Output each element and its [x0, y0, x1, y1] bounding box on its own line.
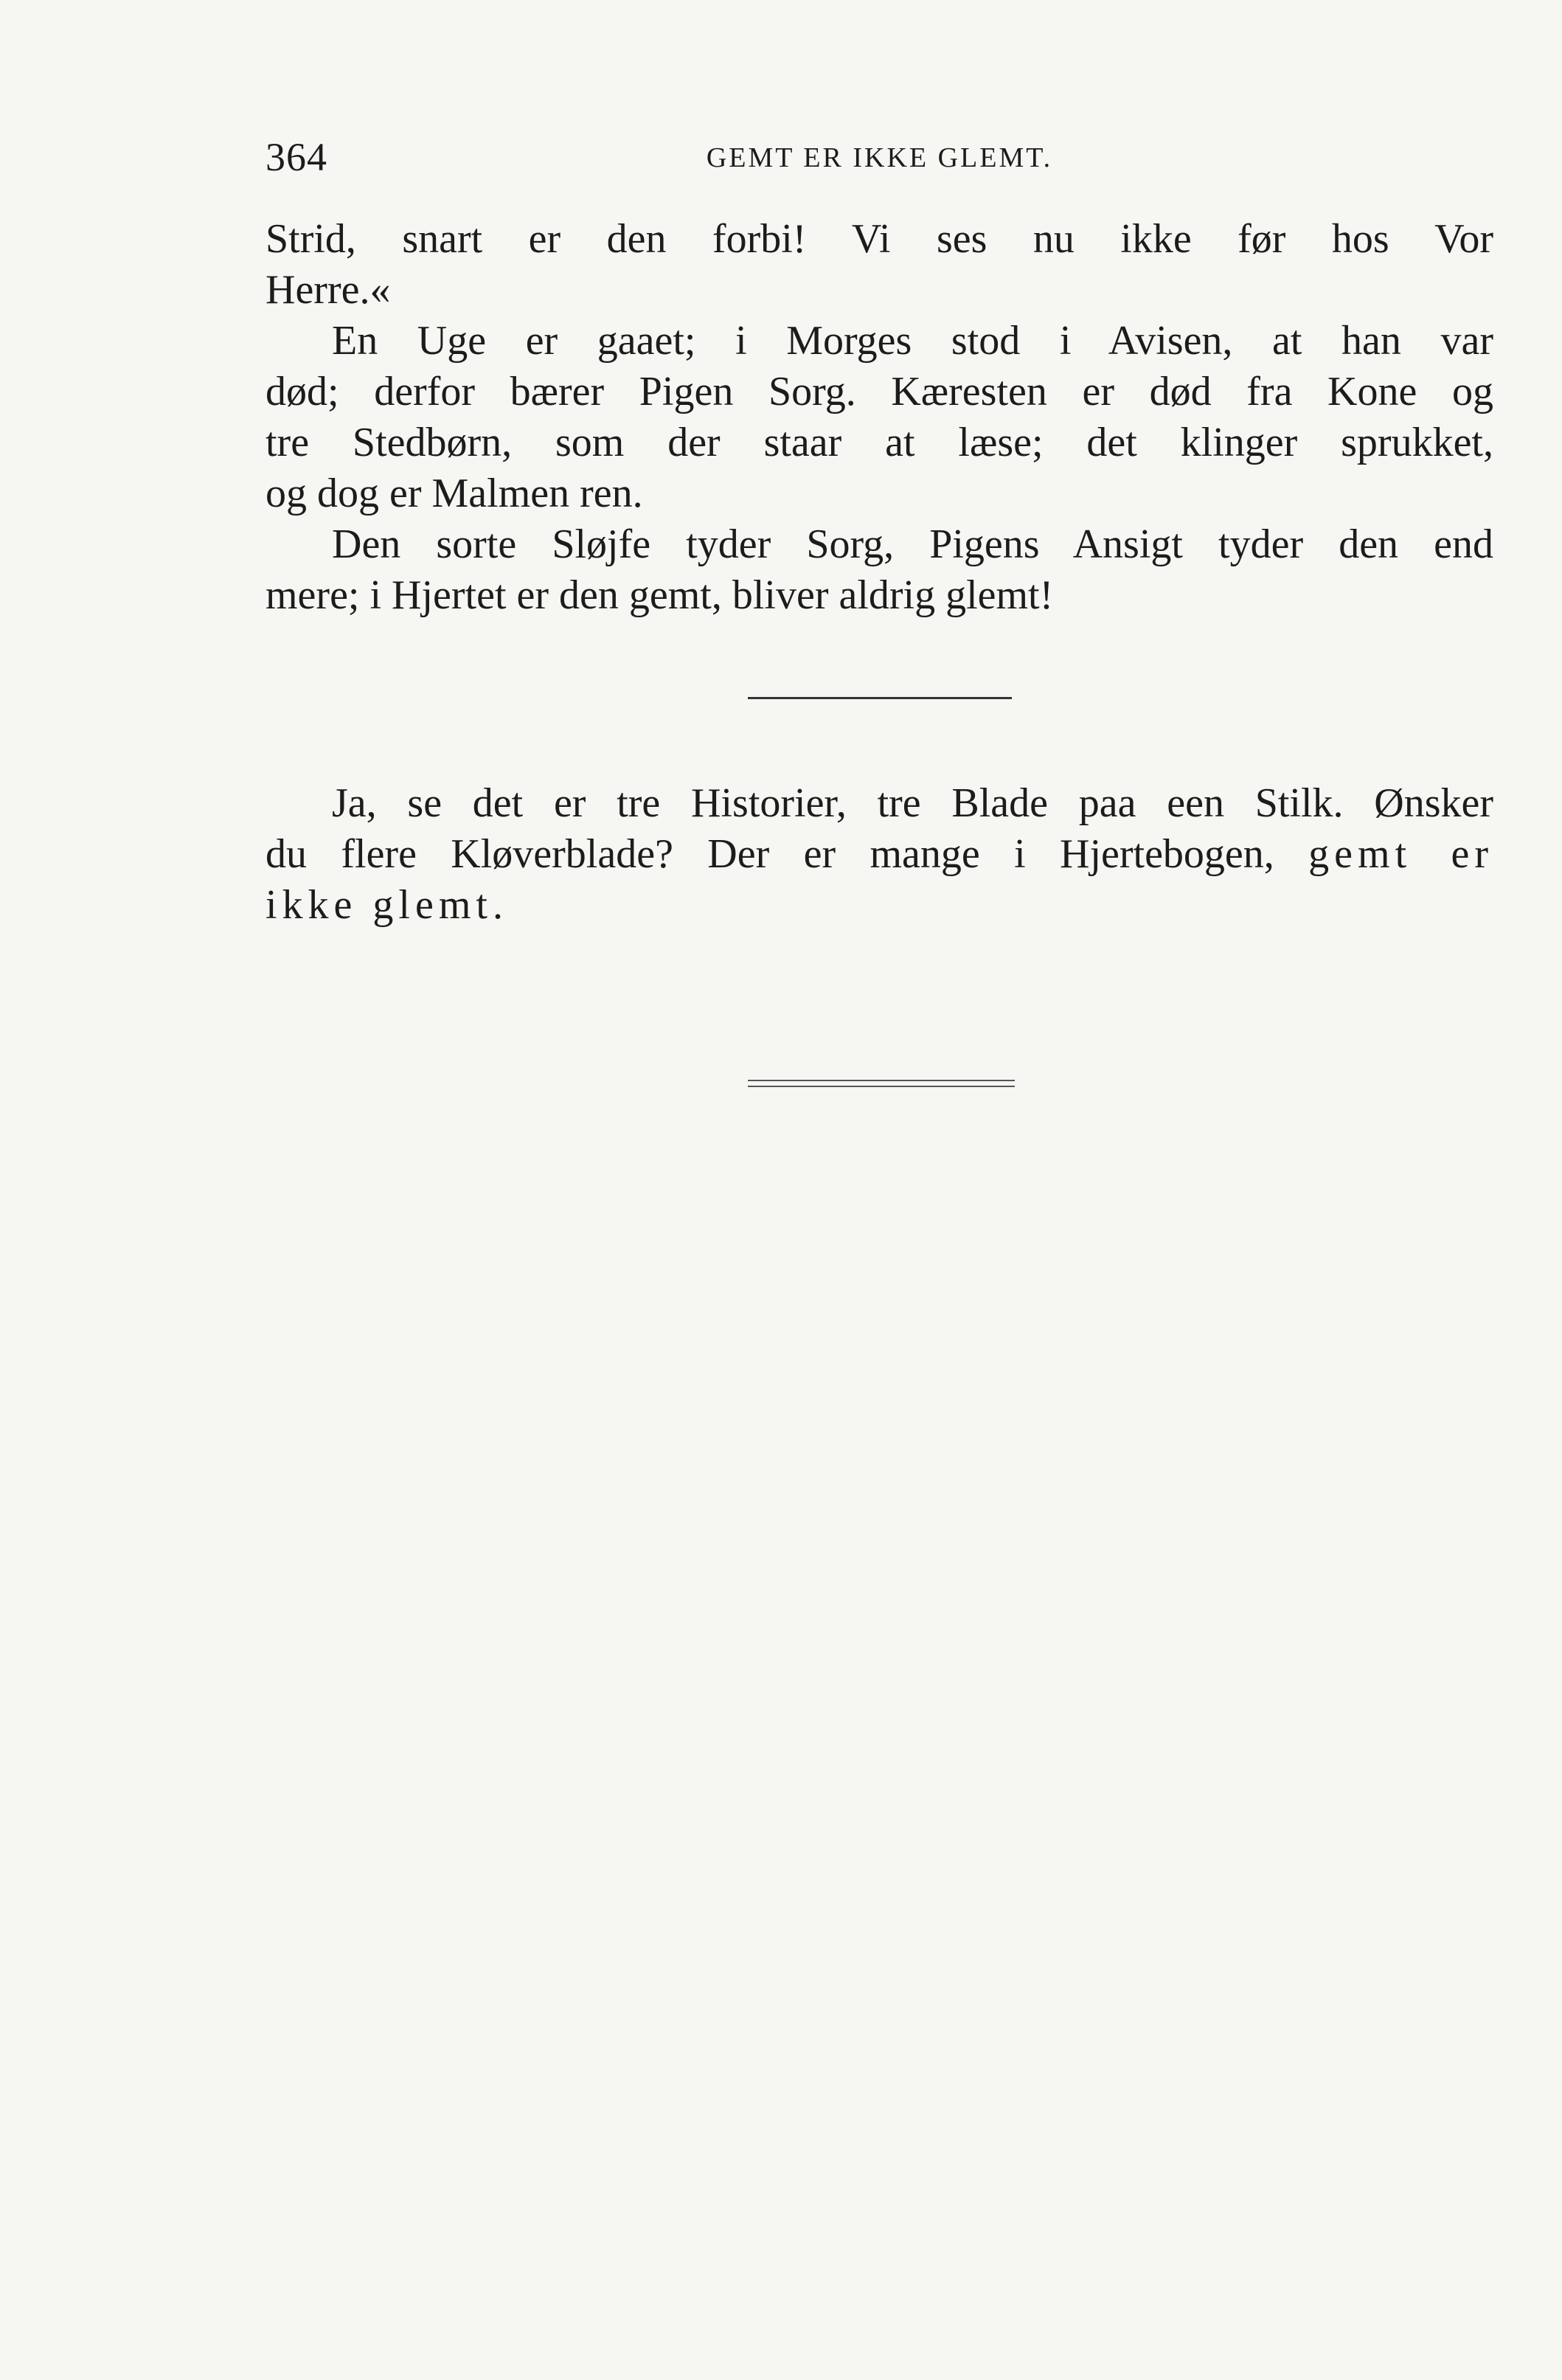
text-line: Den sorte Sløjfe tyder Sorg, Pigens Ansigt tyder den end [332, 521, 1493, 567]
text-line: tre Stedbørn, som der staar at læse; det klinger sprukket, [265, 420, 1493, 465]
closing-paragraph [265, 778, 1493, 931]
page-header [265, 134, 1493, 193]
text-line [265, 829, 1493, 880]
end-divider-bottom [748, 1086, 1015, 1087]
text-line: og dog er Malmen ren. [265, 471, 643, 516]
text-line: død; derfor bærer Pigen Sorg. Kæresten er død fra Kone og [265, 369, 1493, 414]
text-line: mere; i Hjertet er den gemt, bliver aldrig glemt! [265, 572, 1054, 618]
spaced-emphasis-line: ikke glemt. [265, 882, 508, 928]
running-title: GEMT ER IKKE GLEMT. [706, 142, 1053, 173]
page-number: 364 [265, 135, 327, 179]
text-line: Herre.« [265, 267, 391, 313]
text-line: Ja, se det er tre Historier, tre Blade paa een Stilk. Ønsker [332, 780, 1493, 826]
text-line: Strid, snart er den forbi! Vi ses nu ikke før hos Vor [265, 216, 1493, 262]
end-divider-top [748, 1080, 1015, 1081]
body-text [265, 214, 1493, 621]
spaced-emphasis: gemt er [1308, 831, 1494, 877]
text-line: En Uge er gaaet; i Morges stod i Avisen, at han var [332, 318, 1493, 364]
section-divider [748, 697, 1012, 699]
text-segment: du flere Kløverblade? Der er mange i Hjertebogen, [265, 831, 1274, 877]
